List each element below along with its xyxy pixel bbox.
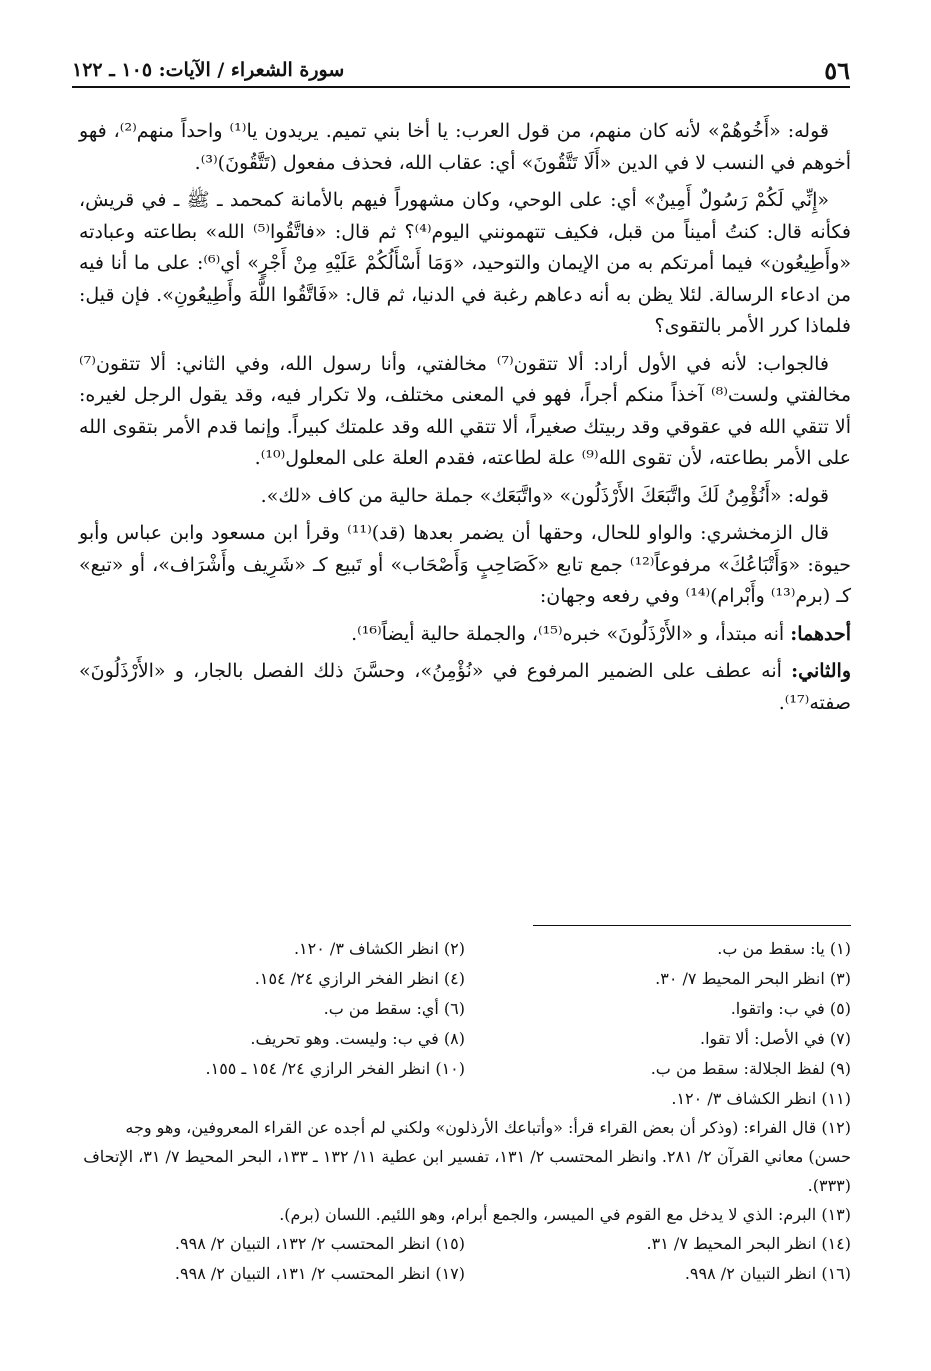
footnote: (١٢) قال الفراء: (وذكر أن بعض القراء قرأ: «وأتباعك الأرذلون» ولكني لم أجده عن القراء المعروفين، وهو وجه حسن) معاني القرآن ٢/ ٢٨١. وانظر المحتسب ٢/ ١٣١، تفسير ابن عطية ١١/ ١٣٢ ـ ١٣٣، البحر المحيط ٧/ ٣١، الإتحاف (٣٣٣).	[83, 1118, 851, 1195]
footnote: (٢) انظر الكشاف ٣/ ١٢٠.	[293, 939, 465, 958]
paragraph: قال الزمخشري: والواو للحال، وحقها أن يضمر بعدها (قد)⁽¹¹⁾ وقرأ ابن مسعود وابن عباس وأبو حيوة: «وَأَتْبَاعُكَ» مرفوعاً⁽¹²⁾ جمع تابع «كَصَاحِبٍ وَأَصْحَاب» أو تَبيع كـ «شَرِيف وأَشْرَاف»، أو «تبع» كـ (برم⁽¹³⁾ وأَبْرام)⁽¹⁴⁾ وفي رفعه وجهان:	[79, 522, 851, 607]
footnote-row	[79, 964, 851, 994]
footnote: (٩) لفظ الجلالة: سقط من ب.	[650, 1059, 851, 1078]
footnote: (١٣) البرم: الذي لا يدخل مع القوم في الميسر، والجمع أبرام، وهو اللئيم. اللسان (برم).	[279, 1205, 851, 1224]
footnote-row	[79, 1229, 851, 1259]
footnote: (١٠) انظر الفخر الرازي ٢٤/ ١٥٤ ـ ١٥٥.	[205, 1059, 465, 1078]
footnote-row	[79, 994, 851, 1024]
aspect-text: أنه مبتدأ، و «الأَرْذَلُونَ» خبره⁽¹⁵⁾، والجملة حالية أيضاً⁽¹⁶⁾.	[351, 622, 791, 645]
page-header	[72, 52, 850, 88]
footnote-row	[79, 934, 851, 964]
footnote: (٥) في ب: واتقوا.	[730, 999, 851, 1018]
paragraph: قوله: «أَخُوهُمْ» لأنه كان منهم، من قول العرب: يا أخا بني تميم. يريدون يا⁽¹⁾ واحداً منهم⁽²⁾، فهو أخوهم في النسب لا في الدين «أَلَا تَتَّقُونَ» أي: عقاب الله، فحذف مفعول (تَتَّقُونَ)⁽³⁾.	[79, 120, 851, 174]
footnotes	[79, 934, 851, 1289]
footnote: (١١) انظر الكشاف ٣/ ١٢٠.	[671, 1089, 851, 1108]
paragraph: فالجواب: لأنه في الأول أراد: ألا تتقون⁽⁷⁾ مخالفتي، وأنا رسول الله، وفي الثاني: ألا تتقون⁽⁷⁾ مخالفتي ولست⁽⁸⁾ آخذاً منكم أجراً، فهو في المعنى مختلف، ولا تكرار فيه، وقد يقول الرجل لغيره: ألا تتقي الله في عقوقي وقد ربيتك صغيراً، ألا تتقي الله وقد علمتك كبيراً. وإنما قدم الأمر بتقوى الله على الأمر بطاعته، لأن تقوى الله⁽⁹⁾ علة لطاعته، فقدم العلة على المعلول⁽¹⁰⁾.	[79, 352, 851, 469]
footnote: (١٧) انظر المحتسب ٢/ ١٣١، التبيان ٢/ ٩٩٨.	[174, 1264, 465, 1283]
paragraph: «إِنِّي لَكُمْ رَسُولٌ أَمِينٌ» أي: على الوحي، وكان مشهوراً فيهم بالأمانة كمحمد ـ ﷺ ـ في قريش، فكأنه قال: كنتُ أميناً من قبل، فكيف تتهمونني اليوم⁽⁴⁾؟ ثم قال: «فاتَّقُوا⁽⁵⁾ الله» بطاعته وعبادته «وأَطِيعُون» فيما أمرتكم به من الإيمان والتوحيد، «وَمَا أَسْأَلُكُمْ عَلَيْهِ مِنْ أَجْرٍ» أي⁽⁶⁾: على ما أنا فيه من ادعاء الرسالة. لئلا يظن به أنه دعاهم رغبة في الدنيا، ثم قال: «فَاتَّقُوا اللَّهَ وأَطِيعُونِ». فإن قيل: فلماذا كرر الأمر بالتقوى؟	[79, 189, 851, 337]
page-number: ٥٦	[824, 56, 850, 85]
main-text	[79, 116, 851, 725]
footnote-row	[79, 1054, 851, 1084]
footnote-row	[79, 1259, 851, 1289]
aspect-first	[79, 619, 851, 651]
footnote-row	[79, 1024, 851, 1054]
footnote: (٤) انظر الفخر الرازي ٢٤/ ١٥٤.	[254, 969, 465, 988]
footnote: (٨) في ب: وليست. وهو تحريف.	[250, 1029, 465, 1048]
footnote: (١٦) انظر التبيان ٢/ ٩٩٨.	[684, 1264, 851, 1283]
footnote: (١٤) انظر البحر المحيط ٧/ ٣١.	[646, 1234, 851, 1253]
footnote: (٦) أي: سقط من ب.	[323, 999, 465, 1018]
footnote: (٣) انظر البحر المحيط ٧/ ٣٠.	[655, 969, 851, 988]
running-title: سورة الشعراء / الآيات: ١٠٥ ـ ١٢٢	[72, 59, 345, 81]
footnote-divider	[533, 925, 851, 926]
footnote: (١٥) انظر المحتسب ٢/ ١٣٢، التبيان ٢/ ٩٩٨.	[174, 1234, 465, 1253]
aspect-text: أنه عطف على الضمير المرفوع في «نُؤْمِنُ»، وحسَّنَ ذلك الفصل بالجار، و «الأَرْذَلُونَ» صفته⁽¹⁷⁾.	[79, 660, 851, 714]
footnote: (١) يا: سقط من ب.	[717, 939, 851, 958]
paragraph: قوله: «أَنُؤْمِنُ لَكَ واتَّبَعَكَ الأَرْذَلُون» «واتَّبَعَك» جملة حالية من كاف «لك».	[260, 484, 829, 507]
aspect-label: أحدهما:	[790, 622, 851, 645]
aspect-second	[79, 656, 851, 719]
aspect-label: والثاني:	[791, 660, 851, 682]
footnote: (٧) في الأصل: ألا تقوا.	[700, 1029, 851, 1048]
